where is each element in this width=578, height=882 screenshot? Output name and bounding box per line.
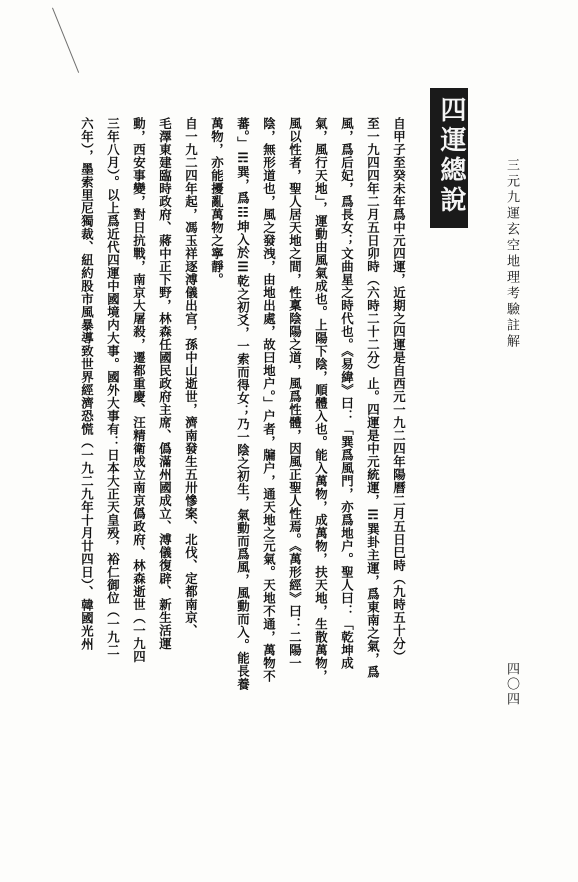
body-column-3: 風，爲后妃，爲長女；文曲星之時代也。《易緯》曰：「巽爲風門，亦爲地户。聖人曰：「乾坤成 (339, 117, 355, 670)
body-column-5: 風以性者，聖人居天地之間，性稟陰陽之道，風爲性體，因風正聖人性焉。《萬形經》曰：二陽一 (287, 117, 303, 670)
body-column-6: 陰，無形道也，風之發洩，由地出處，故曰地户。」户者，牖户，通天地之元氣。天地不通，萬物不 (261, 117, 277, 683)
section-title: 四運總說 (436, 96, 466, 216)
section-title-box (430, 88, 468, 228)
body-column-8: 萬物，亦能擾亂萬物之寧靜。 (209, 117, 225, 286)
body-column-4: 氣，風行天地」，運動由風氣成也。上陽下陰，順體入也。能入萬物，成萬物，扶天地，生散萬物， (313, 117, 329, 683)
body-column-9: 自一九二四年起，馮玉祥逐溥儀出宫，孫中山逝世，濟南發生五卅慘案、北伐、定都南京、 (183, 117, 199, 637)
body-column-11: 動，西安事變，對日抗戰，南京大屠殺，遷都重慶、汪精衛成立南京僞政府、林森逝世（一九四 (131, 117, 147, 663)
body-column-7: 蕃。」☴巽，爲☷坤入於☰乾之初爻，一索而得女；乃一陰之初生，氣動而爲風，風動而入。能長養 (235, 117, 251, 691)
body-column-13: 六年），墨索里尼獨裁、紐約股市風暴導致世界經濟恐慌（一九二九年十月廿四日）、韓國光州 (79, 117, 95, 651)
scan-mark (52, 8, 79, 73)
body-column-2: 至一九四四年二月五日卯時（六時二十二分）止。四運是中元統運，☴巽卦主運，爲東南之氣，爲 (365, 117, 381, 679)
body-column-10: 毛澤東建臨時政府、蔣中正下野，林森任國民政府主席、僞滿州國成立、溥儀復辟、新生活運 (157, 117, 173, 650)
body-column-12: 三年八月）。以上爲近代四運中國境内大事。國外大事有：日本大正天皇殁，裕仁御位（一九二 (105, 117, 121, 657)
running-head: 三元九運玄空地理考驗註解 (504, 158, 519, 350)
page-number: 四〇四 (504, 662, 519, 707)
body-column-1: 自甲子至癸未年爲中元四運，近期之四運是自西元一九二四年陽曆二月五日巳時（九時五十分） (391, 117, 407, 663)
